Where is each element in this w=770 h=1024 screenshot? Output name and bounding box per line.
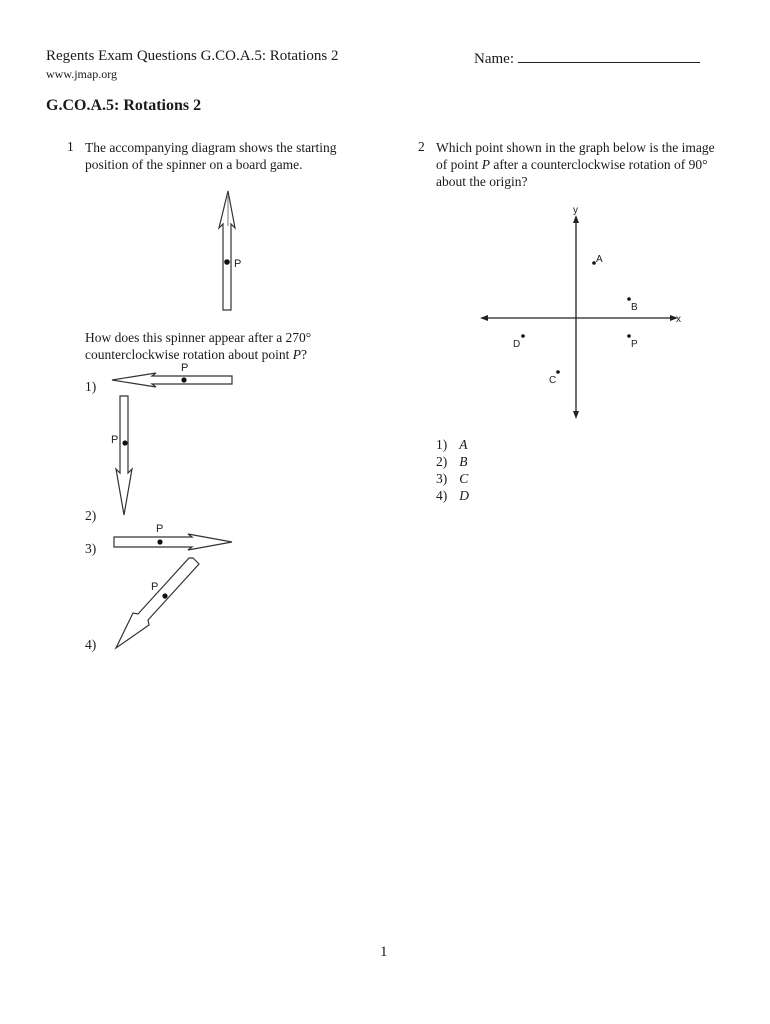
- page-number: 1: [380, 944, 388, 960]
- point-b: [627, 297, 631, 301]
- question-1-line-2: position of the spinner on a board game.: [85, 157, 303, 172]
- y-axis-label: y: [573, 205, 578, 216]
- q1-choice-1-spinner: [108, 360, 238, 392]
- q1-choice-1-pivot: [181, 377, 186, 382]
- section-title: G.CO.A.5: Rotations 2: [46, 97, 202, 114]
- q2-choice-2[interactable]: 2) B: [436, 454, 468, 469]
- q1-choice-2-pivot: [122, 440, 127, 445]
- q2-choice-1[interactable]: 1) A: [436, 437, 468, 452]
- question-2-number: 2: [418, 139, 425, 154]
- q1-choice-4-arrow: [116, 558, 199, 648]
- spinner-start-diagram: [205, 188, 265, 314]
- point-d: [521, 334, 525, 338]
- q1-choice-1-point-label: P: [181, 362, 189, 374]
- spinner-start-arrow: [219, 191, 235, 310]
- q1-choice-3-point-label: P: [156, 523, 164, 535]
- q2-choice-4[interactable]: 4) D: [436, 488, 469, 503]
- q2-choice-3[interactable]: 3) C: [436, 471, 469, 486]
- coordinate-graph: [470, 200, 690, 425]
- question-1-prompt: [85, 329, 375, 363]
- header-title: Regents Exam Questions G.CO.A.5: Rotations 2: [46, 48, 339, 64]
- q1-choice-4-pivot: [162, 593, 167, 598]
- question-1-line-1: The accompanying diagram shows the starting: [85, 140, 337, 155]
- q1-choice-3[interactable]: 3): [85, 541, 97, 556]
- point-a-label: A: [596, 254, 603, 265]
- point-c: [556, 370, 560, 374]
- q1-choice-2-spinner: [108, 393, 148, 519]
- question-2-line-2: of point P after a counterclockwise rotation of 90°: [436, 157, 708, 172]
- q1-choice-4-point-label: P: [151, 581, 159, 593]
- point-b-label: B: [631, 302, 638, 313]
- x-axis-arrow-left: [480, 315, 488, 321]
- q1-choice-3-arrow: [114, 534, 232, 550]
- question-1-number: 1: [67, 139, 74, 154]
- q1-choice-2[interactable]: 2): [85, 508, 97, 523]
- question-1-prompt-line-1: How does this spinner appear after a 270°: [85, 330, 312, 345]
- q1-choice-4[interactable]: 4): [85, 637, 97, 652]
- q1-choice-3-pivot: [157, 539, 162, 544]
- q1-choice-1[interactable]: 1): [85, 379, 97, 394]
- question-2-text: [436, 139, 736, 190]
- x-axis-label: x: [676, 314, 681, 325]
- name-label: Name:: [474, 51, 514, 67]
- point-d-label: D: [513, 339, 521, 350]
- spinner-start-pivot: [224, 259, 230, 265]
- q1-choice-1-arrow: [112, 373, 232, 387]
- q1-choice-2-arrow: [116, 396, 132, 515]
- point-p: [627, 334, 631, 338]
- question-1-text: [85, 139, 375, 173]
- question-2-line-3: about the origin?: [436, 174, 528, 189]
- name-blank: [518, 48, 700, 63]
- q1-choice-4-spinner: [108, 552, 208, 652]
- spinner-start-point-label: P: [234, 258, 242, 270]
- name-field: [474, 48, 700, 68]
- q1-choice-2-point-label: P: [111, 434, 119, 446]
- question-1-prompt-line-2: counterclockwise rotation about point P?: [85, 347, 307, 362]
- q1-choice-3-spinner: [108, 518, 238, 554]
- y-axis-arrow-bottom: [573, 411, 579, 419]
- point-c-label: C: [549, 375, 557, 386]
- point-p-label: P: [631, 339, 638, 350]
- y-axis-arrow-top: [573, 215, 579, 223]
- question-2-line-1: Which point shown in the graph below is the image: [436, 140, 715, 155]
- website: www.jmap.org: [46, 67, 117, 81]
